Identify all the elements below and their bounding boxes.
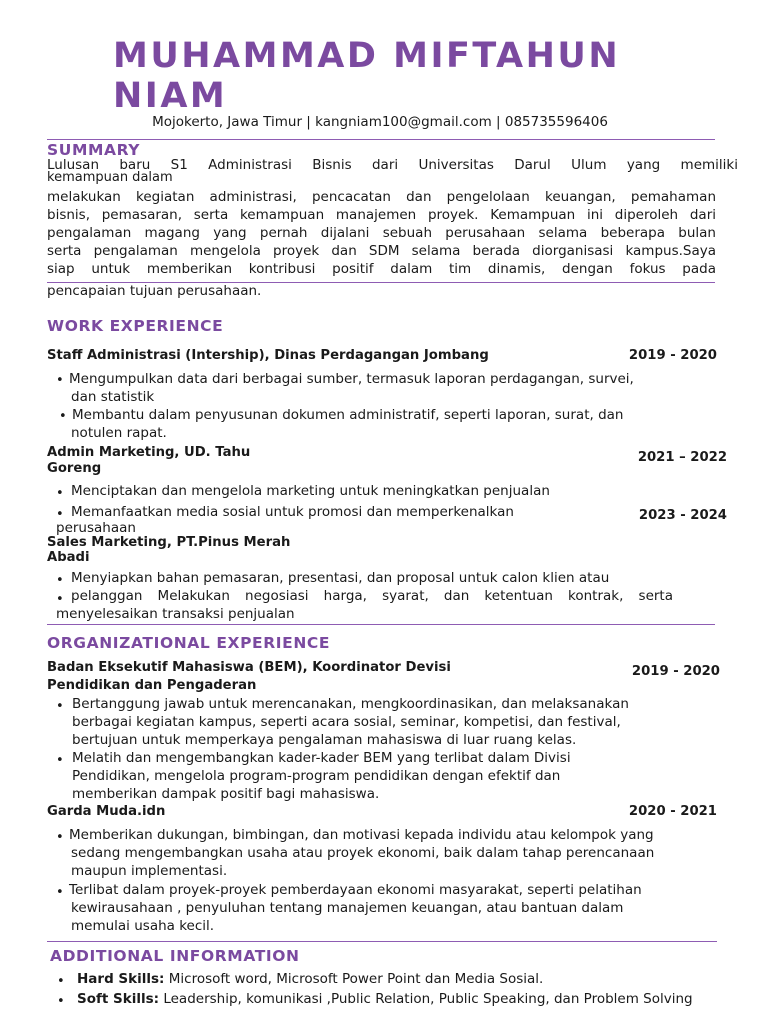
job-bullet-line: Mengumpulkan data dari berbagai sumber, termasuk laporan perdagangan, survei, xyxy=(69,371,634,387)
org-divider xyxy=(47,941,717,942)
org-date: 2020 - 2021 xyxy=(628,804,717,819)
org-title: Badan Eksekutif Mahasiswa (BEM), Koordinator Devisi xyxy=(47,660,451,675)
org-bullet-line: memberikan dampak positif bagi mahasiswa. xyxy=(72,786,380,802)
org-bullet-line: Bertanggung jawab untuk merencanakan, mengkoordinasikan, dan melaksanakan xyxy=(72,696,629,712)
job-title: Admin Marketing, UD. Tahu xyxy=(47,445,251,460)
job-bullet-line: Menciptakan dan mengelola marketing untuk meningkatkan penjualan xyxy=(71,483,550,499)
header-divider xyxy=(47,139,715,140)
work-divider xyxy=(47,624,715,625)
bullet-dot: • xyxy=(56,885,64,900)
soft-skills-text: Leadership, komunikasi ,Public Relation, Public Speaking, dan Problem Solving xyxy=(163,991,693,1007)
org-bullet-line: kewirausahaan , penyuluhan tentang manajemen keuangan, atau bantuan dalam xyxy=(71,900,624,916)
bullet-dot: • xyxy=(56,373,64,388)
job-date: 2021 – 2022 xyxy=(637,450,727,465)
bullet-dot: • xyxy=(56,592,64,607)
org-bullet-line: maupun implementasi. xyxy=(71,863,228,879)
bullet-dot: • xyxy=(57,974,65,989)
org-bullet-line: bertujuan untuk memperkaya pengalaman mahasiswa di luar ruang kelas. xyxy=(72,732,577,748)
work-experience-heading: WORK EXPERIENCE xyxy=(47,317,224,335)
job-title: Sales Marketing, PT.Pinus Merah xyxy=(47,535,291,550)
org-title: Pendidikan dan Pengaderan xyxy=(47,678,257,693)
job-bullet-line: notulen rapat. xyxy=(71,425,167,441)
candidate-name: MUHAMMAD MIFTAHUN NIAM xyxy=(113,36,621,116)
summary-line: bisnis, pemasaran, serta kemampuan manajemen proyek. Kemampuan ini diperoleh dari xyxy=(47,207,716,223)
org-date: 2019 - 2020 xyxy=(631,664,720,679)
org-bullet-line: sedang mengembangkan usaha atau proyek ekonomi, baik dalam tahap perencanaan xyxy=(71,845,655,861)
job-bullet-line: menyelesaikan transaksi penjualan xyxy=(56,606,295,622)
job-date: 2019 - 2020 xyxy=(628,348,717,363)
bullet-dot: • xyxy=(57,994,65,1009)
summary-line: serta pengalaman mengelola proyek dan SDM selama berada diorganisasi kampus.Saya xyxy=(47,243,716,259)
summary-line: siap untuk memberikan kontribusi positif dalam tim dinamis, dengan fokus pada xyxy=(47,261,716,277)
job-title: Goreng xyxy=(47,461,102,476)
hard-skills-text: Microsoft word, Microsoft Power Point dan Media Sosial. xyxy=(168,971,544,987)
summary-line: Lulusan baru S1 Administrasi Bisnis dari Universitas Darul Ulum yang memiliki xyxy=(47,157,738,173)
job-bullet-line: Menyiapkan bahan pemasaran, presentasi, dan proposal untuk calon klien atau xyxy=(71,570,610,586)
contact-info: Mojokerto, Jawa Timur | kangniam100@gmail.com | 085735596406 xyxy=(152,114,608,130)
job-title: Staff Administrasi (Intership), Dinas Perdagangan Jombang xyxy=(47,348,489,363)
bullet-dot: • xyxy=(56,753,64,768)
soft-skills-label: Soft Skills: xyxy=(77,991,160,1007)
job-date: 2023 - 2024 xyxy=(638,508,727,523)
bullet-dot: • xyxy=(56,573,64,588)
bullet-dot: • xyxy=(56,507,64,522)
org-bullet-line: Terlibat dalam proyek-proyek pemberdayaan ekonomi masyarakat, seperti pelatihan xyxy=(69,882,642,898)
org-bullet-line: Memberikan dukungan, bimbingan, dan motivasi kepada individu atau kelompok yang xyxy=(69,827,654,843)
org-bullet-line: Melatih dan mengembangkan kader-kader BEM yang terlibat dalam Divisi xyxy=(72,750,571,766)
bullet-dot: • xyxy=(56,486,64,501)
job-title: Abadi xyxy=(47,550,90,565)
bullet-dot: • xyxy=(59,409,67,424)
job-bullet-line: Memanfaatkan media sosial untuk promosi dan memperkenalkan xyxy=(71,504,514,520)
bullet-dot: • xyxy=(56,830,64,845)
summary-line: pencapaian tujuan perusahaan. xyxy=(47,283,262,299)
summary-heading: SUMMARY xyxy=(47,141,141,159)
additional-information-heading: ADDITIONAL INFORMATION xyxy=(50,947,300,965)
org-bullet-line: berbagai kegiatan kampus, seperti acara sosial, seminar, kompetisi, dan festival, xyxy=(72,714,621,730)
job-bullet-line: dan statistik xyxy=(71,389,155,405)
org-title: Garda Muda.idn xyxy=(47,804,166,819)
org-bullet-line: Pendidikan, mengelola program-program pendidikan dengan efektif dan xyxy=(72,768,561,784)
summary-line: melakukan kegiatan administrasi, pencacatan dan pengelolaan keuangan, pemahaman xyxy=(47,189,716,205)
org-bullet-line: memulai usaha kecil. xyxy=(71,918,215,934)
job-bullet-line: perusahaan xyxy=(56,520,136,536)
bullet-dot: • xyxy=(56,699,64,714)
organizational-experience-heading: ORGANIZATIONAL EXPERIENCE xyxy=(47,634,331,652)
job-bullet-line: pelanggan Melakukan negosiasi harga, syarat, dan ketentuan kontrak, serta xyxy=(71,588,673,604)
hard-skills-item xyxy=(77,970,543,988)
summary-line: kemampuan dalam xyxy=(47,170,173,185)
hard-skills-label: Hard Skills: xyxy=(77,971,165,987)
summary-line: pengalaman magang yang pernah dijalani sebuah perusahaan selama beberapa bulan xyxy=(47,225,716,241)
job-bullet-line: Membantu dalam penyusunan dokumen administratif, seperti laporan, surat, dan xyxy=(72,407,624,423)
soft-skills-item xyxy=(77,990,693,1008)
